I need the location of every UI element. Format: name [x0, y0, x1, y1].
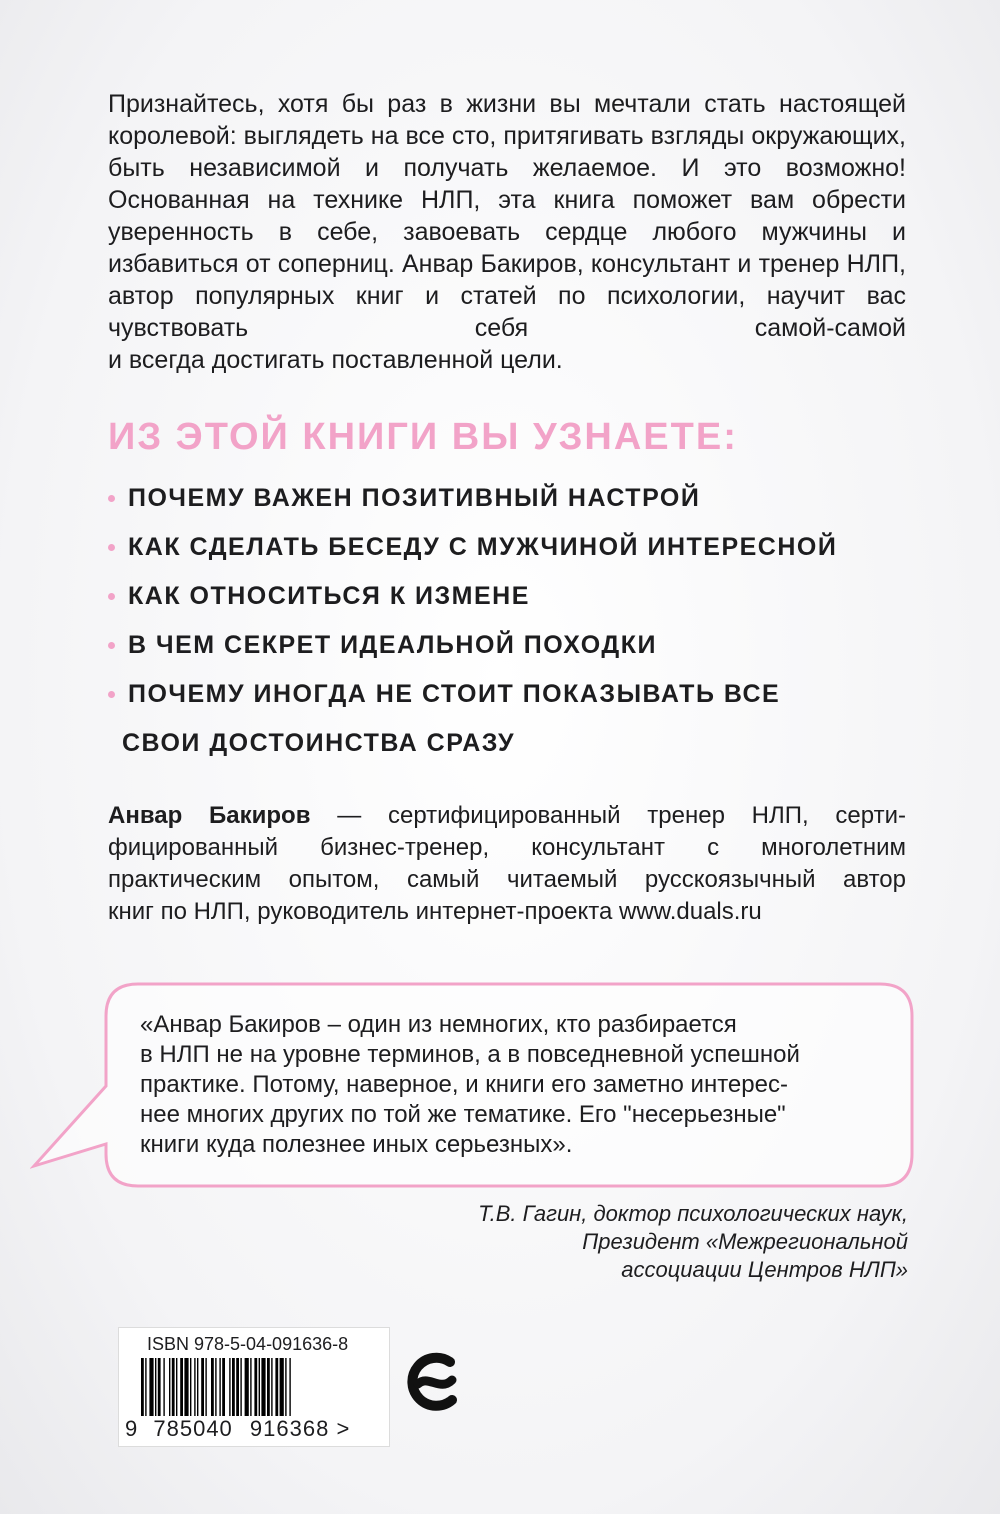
bullet-icon: [108, 691, 115, 698]
barcode-bars: [131, 1358, 381, 1418]
quote-line: в НЛП не на уровне терминов, а в повседневной успешной: [140, 1041, 800, 1068]
author-name: Анвар Бакиров: [108, 802, 311, 829]
barcode-bar: [194, 1358, 195, 1416]
barcode-bar: [190, 1358, 191, 1416]
quote-text: [140, 1010, 900, 1160]
barcode-bar: [222, 1358, 225, 1416]
list-item-label: ПОЧЕМУ ВАЖЕН ПОЗИТИВНЫЙ НАСТРОЙ: [128, 484, 701, 512]
barcode-bar: [267, 1358, 270, 1416]
author-bio-last-line: книг по НЛП, руководитель интернет-проекта www.duals.ru: [108, 898, 762, 925]
bullet-icon: [108, 593, 115, 600]
barcode-bar: [280, 1358, 284, 1416]
barcode-bar: [271, 1358, 272, 1416]
author-bio-text: — сертифицированный тренер НЛП, серти-фицированный бизнес-тренер, консультант с многолетним практическим опытом, самый читаемый русскоязычный автор: [108, 802, 906, 893]
barcode-bar: [145, 1358, 146, 1416]
barcode-bar: [149, 1358, 153, 1416]
barcode-bar: [184, 1358, 188, 1416]
barcode-bar: [155, 1358, 156, 1416]
quote-line: «Анвар Бакиров – один из немногих, кто разбирается: [140, 1011, 737, 1038]
list-item-label: КАК ОТНОСИТЬСЯ К ИЗМЕНЕ: [128, 582, 530, 610]
signature-line: Президент «Межрегиональной: [582, 1229, 908, 1254]
barcode-bar: [254, 1358, 257, 1416]
topics-list: [108, 474, 837, 768]
barcode-bar: [176, 1358, 177, 1416]
isbn-barcode: [118, 1327, 390, 1447]
list-item-continuation: СВОИ ДОСТОИНСТВА СРАЗУ: [122, 729, 516, 757]
barcode-bar: [197, 1358, 198, 1416]
list-item-label: ПОЧЕМУ ИНОГДА НЕ СТОИТ ПОКАЗЫВАТЬ ВСЕ: [128, 680, 781, 708]
bullet-icon: [108, 642, 115, 649]
book-blurb: [108, 88, 906, 376]
list-item: [108, 572, 837, 621]
bullet-icon: [108, 544, 115, 551]
barcode-bar: [172, 1358, 175, 1416]
barcode-bar: [289, 1358, 290, 1416]
barcode-bar: [236, 1358, 239, 1416]
barcode-bar: [215, 1358, 216, 1416]
barcode-bar: [180, 1358, 183, 1416]
author-bio: [108, 800, 906, 928]
barcode-digits: [125, 1416, 350, 1442]
barcode-bar: [250, 1358, 251, 1416]
barcode-bar: [285, 1358, 286, 1416]
quote-line: нее многих других по той же тематике. Его "несерьезные": [140, 1101, 786, 1128]
list-item: [108, 621, 837, 670]
list-item: [108, 474, 837, 523]
list-item-label: В ЧЕМ СЕКРЕТ ИДЕАЛЬНОЙ ПОХОДКИ: [128, 631, 657, 659]
barcode-bar: [240, 1358, 241, 1416]
blurb-text: Признайтесь, хотя бы раз в жизни вы мечтали стать настоящей королевой: выглядеть на все сто, притягивать взгляды окружающих, быть независимой и получать желаемое. И это возможно! Основанная на технике НЛП, эта книга поможет вам обрести уверенность в себе, завоевать сердце любого мужчины и избавиться от соперниц. Анвар Бакиров, консультант и тренер НЛП, автор популярных книг и статей по психологии, научит вас чувствовать себя самой-самой: [108, 90, 906, 342]
quote-line: книги куда полезнее иных серьезных».: [140, 1131, 573, 1158]
barcode-bar: [261, 1358, 265, 1416]
barcode-bar: [211, 1358, 214, 1416]
barcode-bar: [229, 1358, 230, 1416]
bullet-icon: [108, 495, 115, 502]
barcode-bar: [169, 1358, 170, 1416]
barcode-bar: [275, 1358, 278, 1416]
barcode-bar: [259, 1358, 260, 1416]
blurb-last-line: и всегда достигать поставленной цели.: [108, 346, 563, 374]
signature-line: Т.В. Гагин, доктор психологических наук,: [478, 1201, 908, 1226]
quote-signature: [478, 1200, 908, 1284]
barcode-bar: [141, 1358, 144, 1416]
barcode-first-digit: 9: [125, 1416, 139, 1441]
isbn-label: ISBN 978-5-04-091636-8: [147, 1334, 349, 1354]
list-item-label: КАК СДЕЛАТЬ БЕСЕДУ С МУЖЧИНОЙ ИНТЕРЕСНОЙ: [128, 533, 838, 561]
signature-line: ассоциации Центров НЛП»: [621, 1257, 908, 1282]
section-heading: ИЗ ЭТОЙ КНИГИ ВЫ УЗНАЕТЕ:: [108, 416, 738, 458]
barcode-bar: [219, 1358, 220, 1416]
barcode-group-2: 916368: [249, 1416, 330, 1441]
barcode-bar: [158, 1358, 161, 1416]
list-item: [108, 670, 837, 768]
barcode-bar: [163, 1358, 164, 1416]
list-item: [108, 523, 837, 572]
barcode-arrow: >: [336, 1416, 351, 1441]
barcode-bar: [205, 1358, 206, 1416]
barcode-bar: [201, 1358, 204, 1416]
barcode-bar: [245, 1358, 249, 1416]
barcode-group-1: 785040: [153, 1416, 233, 1441]
eksmo-logo-icon: [404, 1344, 460, 1424]
barcode-bar: [232, 1358, 235, 1416]
quote-line: практике. Потому, наверное, и книги его заметно интерес-: [140, 1071, 788, 1098]
